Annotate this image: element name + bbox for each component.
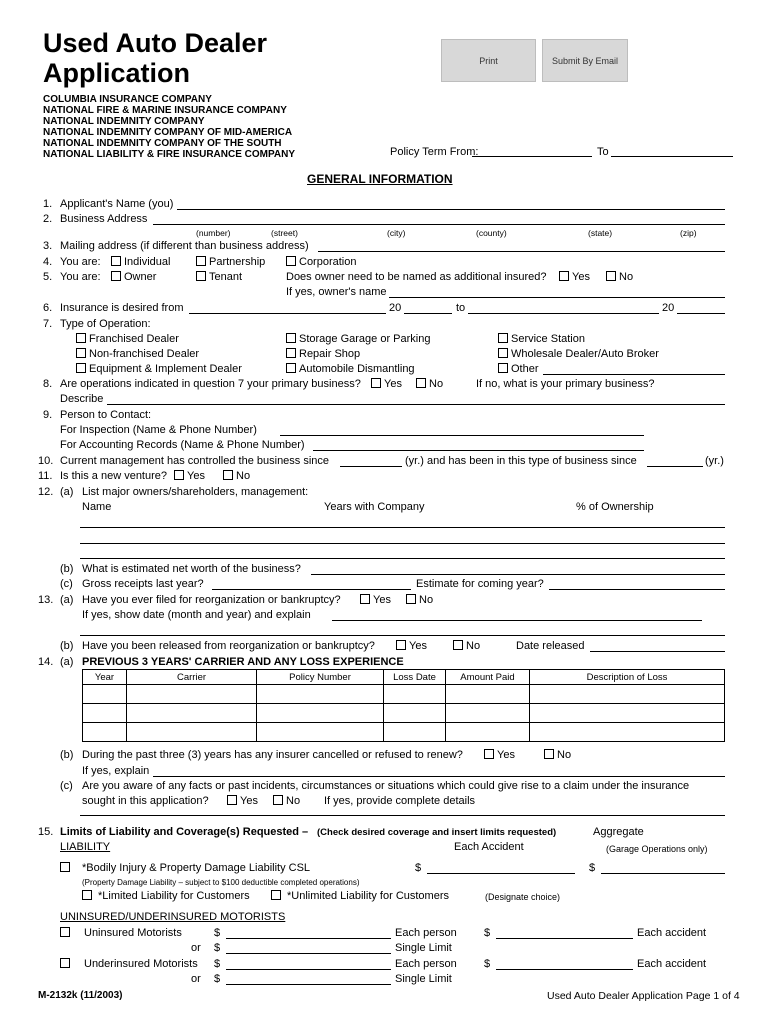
checkbox[interactable] <box>484 749 494 759</box>
checkbox[interactable] <box>453 640 463 650</box>
company-name: NATIONAL LIABILITY & FIRE INSURANCE COMPANY <box>43 149 296 160</box>
new-venture-no[interactable]: No <box>223 470 250 482</box>
underinsured-option[interactable]: Underinsured Motorists <box>60 958 198 970</box>
partnership-option[interactable]: Partnership <box>196 256 265 268</box>
table-row[interactable] <box>83 704 725 723</box>
checkbox[interactable] <box>82 890 92 900</box>
garage-ops-note: (Garage Operations only) <box>606 844 708 854</box>
bankruptcy-label: Have you ever filed for reorganization or bankruptcy? <box>82 594 341 606</box>
owners-col-name: Name <box>82 501 112 513</box>
pd-deductible-note: (Property Damage Liability – subject to $100 deductible completed operations) <box>82 878 360 887</box>
estimate-field[interactable] <box>549 589 725 590</box>
addr-sub-number: (number) <box>196 228 231 238</box>
corporation-option[interactable]: Corporation <box>286 256 356 268</box>
unlimited-liability-option[interactable]: *Unlimited Liability for Customers <box>271 890 449 902</box>
checkbox[interactable] <box>196 256 206 266</box>
table-cell[interactable] <box>257 685 384 704</box>
table-cell[interactable] <box>257 723 384 742</box>
bi-pd-each-accident-field[interactable] <box>427 873 575 874</box>
released-yes[interactable]: Yes <box>396 640 427 652</box>
col-loss-date: Loss Date <box>384 670 446 685</box>
inspection-contact-field[interactable] <box>280 435 644 436</box>
dollar-sign: $ <box>214 973 221 985</box>
section-title: GENERAL INFORMATION <box>307 172 453 186</box>
q13a-letter: (a) <box>60 594 74 606</box>
owner-name-label: If yes, owner's name <box>286 286 387 298</box>
q4-number: 4. <box>43 256 53 268</box>
estimate-label: Estimate for coming year? <box>416 578 544 590</box>
checkbox[interactable] <box>174 470 184 480</box>
each-accident-label: Each accident <box>637 927 707 939</box>
additional-insured-yes[interactable]: Yes <box>559 271 590 283</box>
addr-sub-city: (city) <box>387 228 406 238</box>
insurance-from-field[interactable] <box>189 313 386 314</box>
to-label: to <box>456 302 466 314</box>
dollar-sign: $ <box>214 958 221 970</box>
other-option[interactable]: Other <box>498 363 539 375</box>
page-indicator: Used Auto Dealer Application Page 1 of 4 <box>547 990 740 1002</box>
loss-table-header <box>83 670 725 685</box>
q10-end-label: (yr.) <box>705 455 724 467</box>
dollar-sign: $ <box>589 862 596 874</box>
limited-liability-option[interactable]: *Limited Liability for Customers <box>82 890 250 902</box>
checkbox[interactable] <box>416 378 426 388</box>
released-no[interactable]: No <box>453 640 480 652</box>
checkbox[interactable] <box>286 348 296 358</box>
dollar-sign: $ <box>484 927 491 939</box>
col-policy-number: Policy Number <box>257 670 384 685</box>
storage-garage-option[interactable]: Storage Garage or Parking <box>286 333 430 345</box>
checkbox[interactable] <box>286 256 296 266</box>
checkbox[interactable] <box>606 271 616 281</box>
table-cell[interactable] <box>384 685 446 704</box>
table-cell[interactable] <box>446 704 530 723</box>
checkbox[interactable] <box>273 795 283 805</box>
each-person-label: Each person <box>395 958 457 970</box>
tenant-option[interactable]: Tenant <box>196 271 242 283</box>
applicant-name-field[interactable] <box>177 209 725 210</box>
company-name: COLUMBIA INSURANCE COMPANY <box>43 94 212 105</box>
q4-label: You are: <box>60 256 101 268</box>
cancelled-label: During the past three (3) years has any insurer cancelled or refused to renew? <box>82 749 463 761</box>
checkbox[interactable] <box>227 795 237 805</box>
claim-facts-label: Are you aware of any facts or past incidents, circumstances or situations which could give rise to a claim under the insurance <box>82 780 690 792</box>
company-name: NATIONAL INDEMNITY COMPANY OF THE SOUTH <box>43 138 282 149</box>
each-person-label: Each person <box>395 927 457 939</box>
date-released-field[interactable] <box>590 651 725 652</box>
inspection-contact-label: For Inspection (Name & Phone Number) <box>60 424 257 436</box>
checkbox[interactable] <box>76 363 86 373</box>
checkbox[interactable] <box>406 594 416 604</box>
date-released-label: Date released <box>516 640 585 652</box>
q14-number: 14. <box>38 656 54 668</box>
q14a-letter: (a) <box>60 656 74 668</box>
insurance-to-year-field[interactable] <box>677 313 725 314</box>
or-label: or <box>191 973 201 985</box>
uim-each-accident-field[interactable] <box>496 969 633 970</box>
limits-instructions: (Check desired coverage and insert limits requested) <box>317 827 557 838</box>
um-heading: UNINSURED/UNDERINSURED MOTORISTS <box>60 911 286 923</box>
table-cell[interactable] <box>127 723 257 742</box>
single-limit-label: Single Limit <box>395 942 452 954</box>
q10-number: 10. <box>38 455 54 467</box>
describe-label: Describe <box>60 393 104 405</box>
bi-pd-option[interactable]: *Bodily Injury & Property Damage Liability CSL <box>60 862 310 874</box>
q3-label: Mailing address (if different than business address) <box>60 240 309 252</box>
claim-facts-no[interactable]: No <box>273 795 300 807</box>
bankruptcy-no[interactable]: No <box>406 594 433 606</box>
policy-to-field[interactable] <box>611 156 733 157</box>
checkbox[interactable] <box>76 348 86 358</box>
q11-label: Is this a new venture? <box>60 470 168 482</box>
business-type-since-field[interactable] <box>647 466 703 467</box>
q15-number: 15. <box>38 826 54 838</box>
um-single-limit-field[interactable] <box>226 953 391 954</box>
table-cell[interactable] <box>384 704 446 723</box>
primary-business-yes[interactable]: Yes <box>371 378 402 390</box>
automobile-dismantling-option[interactable]: Automobile Dismantling <box>286 363 415 375</box>
net-worth-label: What is estimated net worth of the business? <box>82 563 301 575</box>
claim-details-label: If yes, provide complete details <box>324 795 476 807</box>
q1-number: 1. <box>43 198 53 210</box>
q6-label: Insurance is desired from <box>60 302 184 314</box>
q9-number: 9. <box>43 409 53 421</box>
management-since-field[interactable] <box>340 466 402 467</box>
service-station-option[interactable]: Service Station <box>498 333 585 345</box>
table-cell[interactable] <box>530 685 725 704</box>
primary-business-no[interactable]: No <box>416 378 443 390</box>
policy-from-field[interactable] <box>472 156 592 157</box>
checkbox[interactable] <box>60 958 70 968</box>
single-limit-label: Single Limit <box>395 973 452 985</box>
q8-label: Are operations indicated in question 7 your primary business? <box>60 378 361 390</box>
company-name: NATIONAL FIRE & MARINE INSURANCE COMPANY <box>43 105 287 116</box>
limits-title: Limits of Liability and Coverage(s) Requested – <box>60 826 309 838</box>
liability-heading: LIABILITY <box>60 841 111 853</box>
table-cell[interactable] <box>384 723 446 742</box>
um-each-accident-field[interactable] <box>496 938 633 939</box>
checkbox[interactable] <box>559 271 569 281</box>
bankruptcy-explain-field[interactable] <box>332 620 702 621</box>
company-name: NATIONAL INDEMNITY COMPANY <box>43 116 205 127</box>
each-accident-label: Each accident <box>637 958 707 970</box>
table-cell[interactable] <box>530 704 725 723</box>
non-franchised-dealer-option[interactable]: Non-franchised Dealer <box>76 348 199 360</box>
loss-history-table <box>82 669 725 742</box>
primary-business-question: If no, what is your primary business? <box>476 378 655 390</box>
bankruptcy-explain-field-2[interactable] <box>80 635 725 636</box>
uninsured-option[interactable]: Uninsured Motorists <box>60 927 182 939</box>
q7-label: Type of Operation: <box>60 318 151 330</box>
q13b-letter: (b) <box>60 640 74 652</box>
addr-sub-county: (county) <box>476 228 507 238</box>
table-row[interactable] <box>83 685 725 704</box>
checkbox[interactable] <box>498 348 508 358</box>
owners-row-field[interactable] <box>80 527 725 528</box>
col-description: Description of Loss <box>530 670 725 685</box>
released-label: Have you been released from reorganization or bankruptcy? <box>82 640 375 652</box>
bankruptcy-yes[interactable]: Yes <box>360 594 391 606</box>
q6-number: 6. <box>43 302 53 314</box>
table-cell[interactable] <box>127 685 257 704</box>
q13-number: 13. <box>38 594 54 606</box>
cancelled-explain-label: If yes, explain <box>82 765 150 777</box>
checkbox[interactable] <box>271 890 281 900</box>
addr-sub-street: (street) <box>271 228 298 238</box>
checkbox[interactable] <box>111 271 121 281</box>
checkbox[interactable] <box>498 333 508 343</box>
checkbox[interactable] <box>286 333 296 343</box>
q10-label: Current management has controlled the business since <box>60 455 330 467</box>
insurance-to-field[interactable] <box>468 313 659 314</box>
accounting-contact-field[interactable] <box>313 450 644 451</box>
net-worth-field[interactable] <box>311 574 725 575</box>
dollar-sign: $ <box>214 927 221 939</box>
dollar-sign: $ <box>484 958 491 970</box>
owners-col-ownership: % of Ownership <box>576 501 654 513</box>
form-number: M-2132k (11/2003) <box>38 990 123 1001</box>
table-row[interactable] <box>83 723 725 742</box>
year-prefix: 20 <box>662 302 675 314</box>
wholesale-dealer-option[interactable]: Wholesale Dealer/Auto Broker <box>498 348 659 360</box>
cancelled-no[interactable]: No <box>544 749 571 761</box>
table-cell[interactable] <box>257 704 384 723</box>
checkbox[interactable] <box>60 862 70 872</box>
submit-by-email-button[interactable]: Submit By Email <box>542 39 628 82</box>
uim-each-person-field[interactable] <box>226 969 391 970</box>
uim-single-limit-field[interactable] <box>226 984 391 985</box>
new-venture-yes[interactable]: Yes <box>174 470 205 482</box>
q2-number: 2. <box>43 213 53 225</box>
table-cell[interactable] <box>83 704 127 723</box>
q3-number: 3. <box>43 240 53 252</box>
form-title: Used Auto Dealer Application <box>43 28 268 88</box>
checkbox[interactable] <box>196 271 206 281</box>
q5-label: You are: <box>60 271 101 283</box>
q8-number: 8. <box>43 378 53 390</box>
table-cell[interactable] <box>530 723 725 742</box>
dollar-sign: $ <box>214 942 221 954</box>
q1-label: Applicant's Name (you) <box>60 198 174 210</box>
additional-insured-question: Does owner need to be named as additional insured? <box>286 271 547 283</box>
repair-shop-option[interactable]: Repair Shop <box>286 348 360 360</box>
each-accident-header: Each Accident <box>454 841 524 853</box>
claim-facts-yes[interactable]: Yes <box>227 795 258 807</box>
table-cell[interactable] <box>446 723 530 742</box>
equipment-dealer-option[interactable]: Equipment & Implement Dealer <box>76 363 242 375</box>
checkbox[interactable] <box>60 927 70 937</box>
individual-option[interactable]: Individual <box>111 256 170 268</box>
accounting-contact-label: For Accounting Records (Name & Phone Number) <box>60 439 305 451</box>
q2-label: Business Address <box>60 213 148 225</box>
print-button[interactable]: Print <box>441 39 536 82</box>
q12a-letter: (a) <box>60 486 74 498</box>
col-year: Year <box>83 670 127 685</box>
mailing-address-field[interactable] <box>318 251 725 252</box>
col-amount-paid: Amount Paid <box>446 670 530 685</box>
checkbox[interactable] <box>498 363 508 373</box>
owners-row-field[interactable] <box>80 558 725 559</box>
checkbox[interactable] <box>360 594 370 604</box>
q12b-letter: (b) <box>60 563 74 575</box>
additional-insured-no[interactable]: No <box>606 271 633 283</box>
cancelled-yes[interactable]: Yes <box>484 749 515 761</box>
q9-label: Person to Contact: <box>60 409 152 421</box>
table-cell[interactable] <box>83 685 127 704</box>
checkbox[interactable] <box>371 378 381 388</box>
aggregate-label: Aggregate <box>593 826 644 838</box>
policy-from-label: Policy Term From: <box>390 146 479 158</box>
owners-row-field[interactable] <box>80 543 725 544</box>
q7-number: 7. <box>43 318 53 330</box>
q11-number: 11. <box>38 470 53 482</box>
other-operation-field[interactable] <box>543 374 725 375</box>
loss-experience-title: PREVIOUS 3 YEARS' CARRIER AND ANY LOSS EXPERIENCE <box>82 656 404 668</box>
owner-option[interactable]: Owner <box>111 271 156 283</box>
q12c-letter: (c) <box>60 578 73 590</box>
table-cell[interactable] <box>83 723 127 742</box>
franchised-dealer-option[interactable]: Franchised Dealer <box>76 333 179 345</box>
claim-facts-label-2: sought in this application? <box>82 795 209 807</box>
checkbox[interactable] <box>223 470 233 480</box>
owner-name-field[interactable] <box>389 297 725 298</box>
gross-receipts-field[interactable] <box>212 589 411 590</box>
bankruptcy-explain-label: If yes, show date (month and year) and explain <box>82 609 311 621</box>
um-each-person-field[interactable] <box>226 938 391 939</box>
q12a-label: List major owners/shareholders, management: <box>82 486 309 498</box>
company-name: NATIONAL INDEMNITY COMPANY OF MID-AMERICA <box>43 127 293 138</box>
business-address-field[interactable] <box>153 224 725 225</box>
checkbox[interactable] <box>286 363 296 373</box>
checkbox[interactable] <box>544 749 554 759</box>
insurance-from-year-field[interactable] <box>404 313 452 314</box>
table-cell[interactable] <box>446 685 530 704</box>
q12-number: 12. <box>38 486 54 498</box>
q5-number: 5. <box>43 271 53 283</box>
describe-field[interactable] <box>107 404 725 405</box>
gross-receipts-label: Gross receipts last year? <box>82 578 204 590</box>
policy-to-label: To <box>597 146 609 158</box>
checkbox[interactable] <box>76 333 86 343</box>
addr-sub-zip: (zip) <box>680 228 697 238</box>
checkbox[interactable] <box>396 640 406 650</box>
year-prefix: 20 <box>389 302 402 314</box>
claim-details-field[interactable] <box>80 815 725 816</box>
col-carrier: Carrier <box>127 670 257 685</box>
q14b-letter: (b) <box>60 749 74 761</box>
designate-choice-note: (Designate choice) <box>485 892 561 902</box>
bi-pd-aggregate-field[interactable] <box>601 873 725 874</box>
cancelled-explain-field[interactable] <box>153 776 725 777</box>
owners-col-years: Years with Company <box>324 501 425 513</box>
addr-sub-state: (state) <box>588 228 613 238</box>
q10-mid-label: (yr.) and has been in this type of business since <box>405 455 637 467</box>
dollar-sign: $ <box>415 862 422 874</box>
table-cell[interactable] <box>127 704 257 723</box>
or-label: or <box>191 942 201 954</box>
q14c-letter: (c) <box>60 780 73 792</box>
checkbox[interactable] <box>111 256 121 266</box>
